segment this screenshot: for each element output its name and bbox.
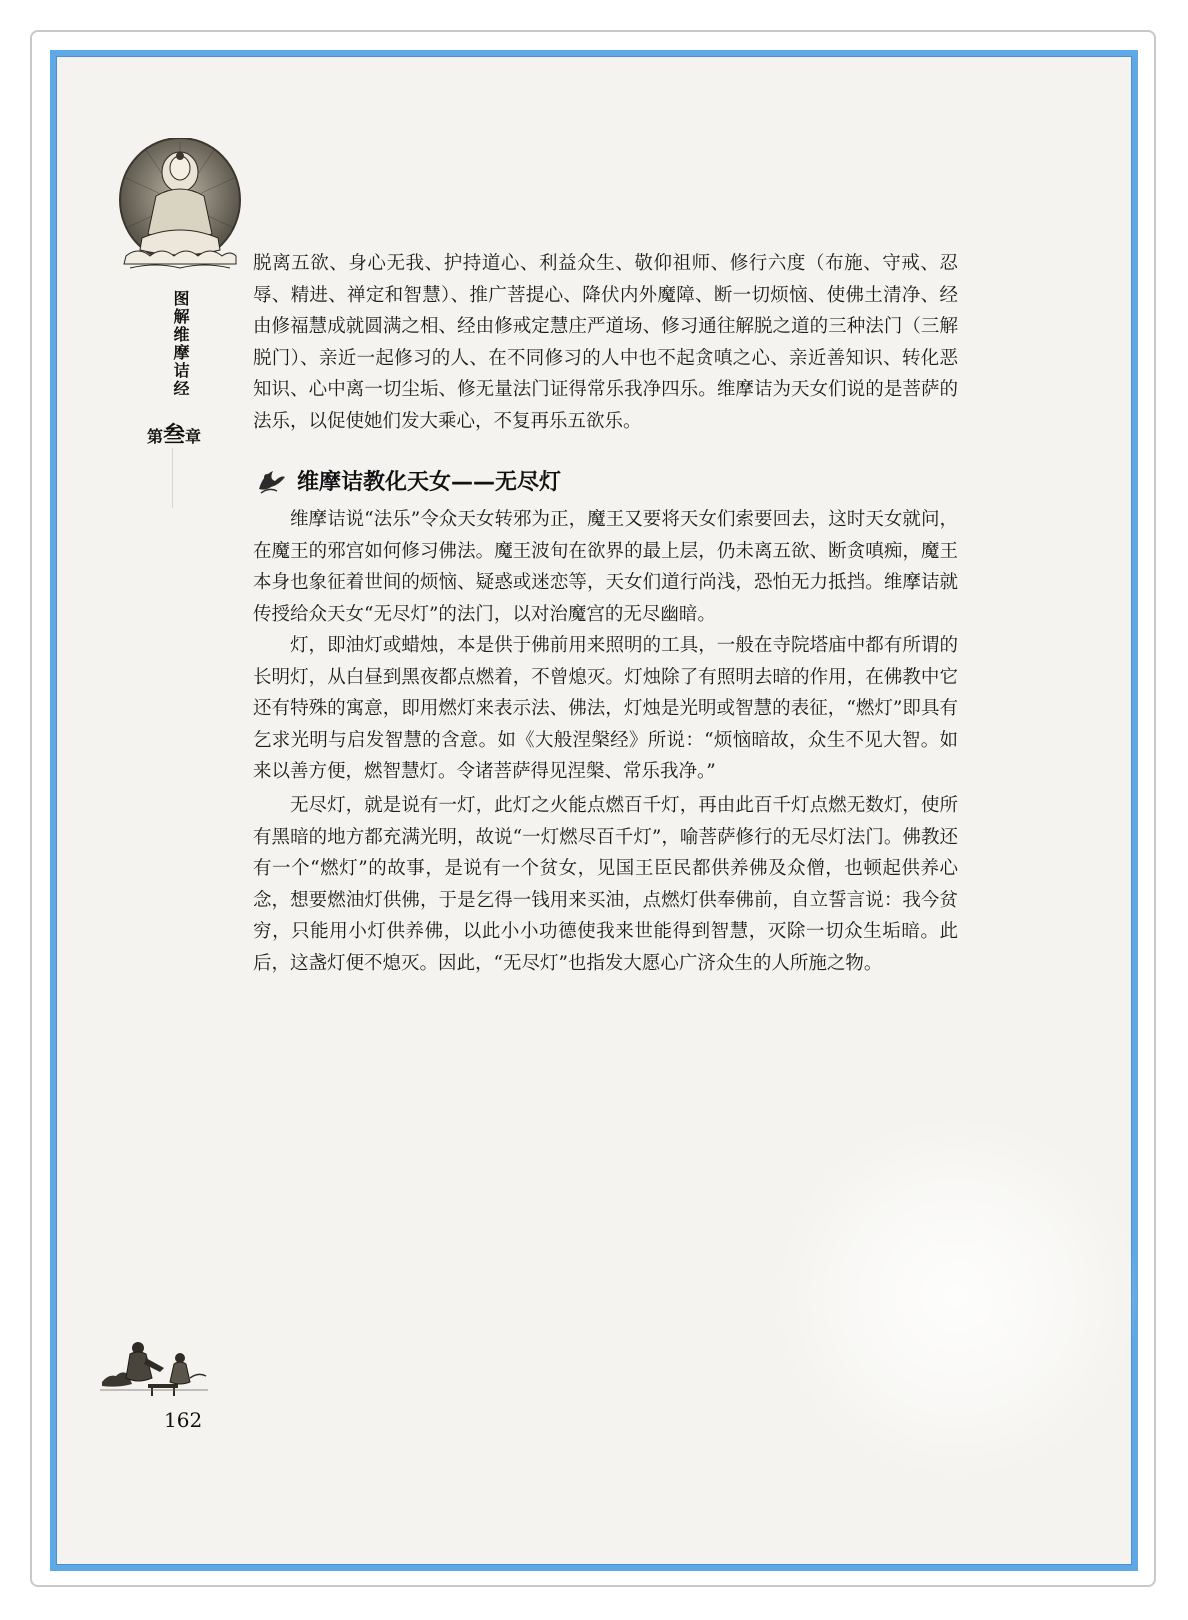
section-heading (255, 460, 561, 500)
light-glow-decoration (777, 1117, 1137, 1477)
page-number: 162 (164, 1408, 203, 1432)
body-paragraph: 维摩诘说“法乐”令众天女转邪为正，魔王又要将天女们索要回去，这时天女就问，在魔王的邪宫如何修习佛法。魔王波旬在欲界的最上层，仍未离五欲、断贪嗔痴，魔王本身也象征着世间的烦恼、疑惑或迷恋等，天女们道行尚浅，恐怕无力抵挡。维摩诘就传授给众天女“无尽灯”的法门，以对治魔宫的无尽幽暗。 (253, 509, 958, 625)
body-paragraph: 灯，即油灯或蜡烛，本是供于佛前用来照明的工具，一般在寺院塔庙中都有所谓的长明灯，从白昼到黑夜都点燃着，不曾熄灭。灯烛除了有照明去暗的作用，在佛教中它还有特殊的寓意，即用燃灯来表示法、佛法，灯烛是光明或智慧的表征，“燃灯”即具有乞求光明与启发智慧的含意。如《大般涅槃经》所说：“烦恼暗故，众生不见大智。如来以善方便，燃智慧灯。令诸菩萨得见涅槃、常乐我净。” (253, 635, 958, 782)
section-heading-text: 维摩诘教化天女——无尽灯 (297, 469, 562, 495)
chapter-prefix: 第 (147, 427, 164, 446)
body-paragraph: 无尽灯，就是说有一灯，此灯之火能点燃百千灯，再由此百千灯点燃无数灯，使所有黑暗的地方都充满光明，故说“一灯燃尽百千灯”，喻菩萨修行的无尽灯法门。佛教还有一个“燃灯”的故事，是说有一个贫女，见国王臣民都供养佛及众僧，也顿起供养心念，想要燃油灯供佛，于是乞得一钱用来买油，点燃灯供奉佛前，自立誓言说：我今贫穷，只能用小灯供养佛，以此小小功德使我来世能得到智慧，灭除一切众生垢暗。此后，这盏灯便不熄灭。因此，“无尽灯”也指发大愿心广济众生的人所施之物。 (253, 795, 958, 974)
intro-paragraph: 脱离五欲、身心无我、护持道心、利益众生、敬仰祖师、修行六度（布施、守戒、忍辱、精进、禅定和智慧）、推广菩提心、降伏内外魔障、断一切烦恼、使佛土清净、经由修福慧成就圆满之相、经由修戒定慧庄严道场、修习通往解脱之道的三种法门（三解脱门）、亲近一起修习的人、在不同修习的人中也不起贪嗔之心、亲近善知识、转化恶知识、心中离一切尘垢、修无量法门证得常乐我净四乐。维摩诘为天女们说的是菩萨的法乐，以促使她们发大乘心，不复再乐五欲乐。 (253, 253, 958, 432)
vertical-book-title: 图解维摩诘经 (171, 290, 190, 398)
buddha-medallion-icon (116, 138, 244, 276)
section-bullet-icon (255, 465, 289, 495)
footer-figures-icon (98, 1328, 210, 1398)
chapter-suffix: 章 (185, 427, 202, 446)
sidebar-divider (172, 448, 173, 508)
chapter-number: 叁 (163, 422, 186, 448)
chapter-label (147, 418, 201, 449)
